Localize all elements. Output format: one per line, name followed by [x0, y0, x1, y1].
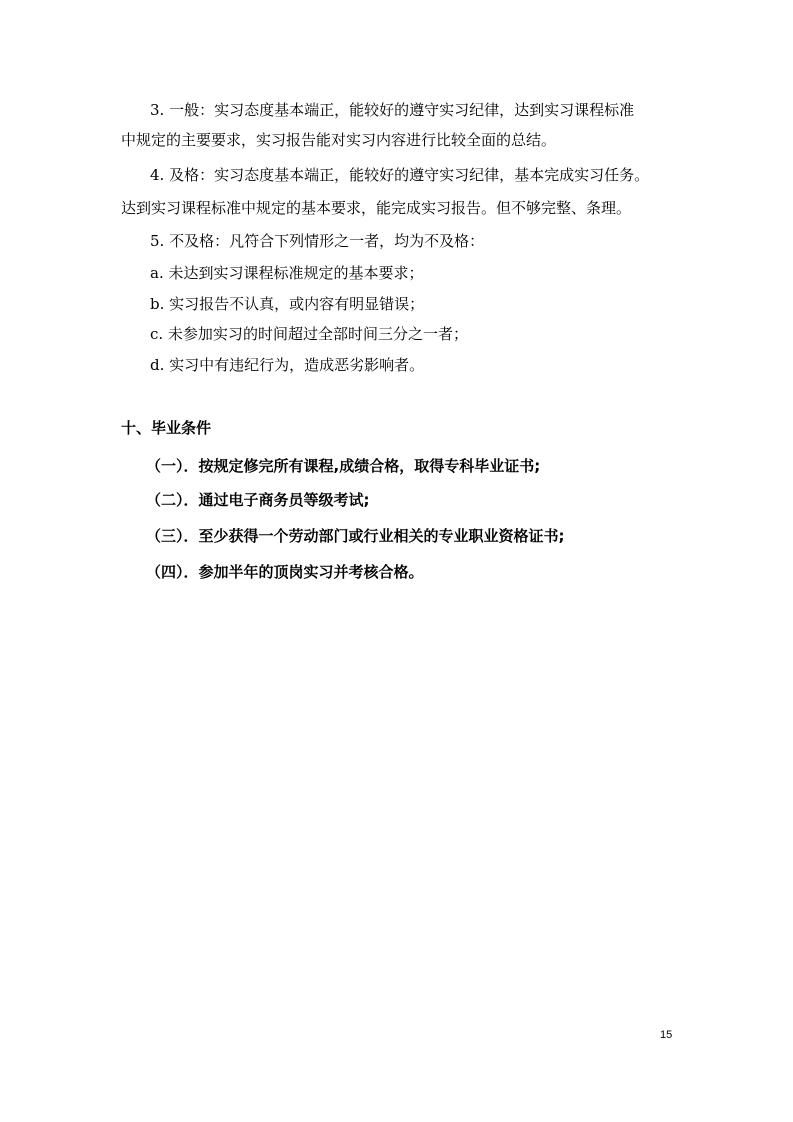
graduation-condition-4: （四）．参加半年的顶岗实习并考核合格。	[146, 563, 424, 581]
grading-item-4-line-2: 达到实习课程标准中规定的基本要求，能完成实习报告。但不够完整、条理。	[121, 199, 632, 217]
page-number: 15	[660, 1029, 673, 1041]
graduation-condition-2: （二）．通过电子商务员等级考试;	[146, 491, 370, 509]
graduation-heading: 十、毕业条件	[121, 419, 212, 437]
grading-item-5: 5. 不及格：凡符合下列情形之一者，均为不及格：	[150, 232, 485, 250]
grading-sub-item-c: c. 未参加实习的时间超过全部时间三分之一者；	[150, 325, 468, 343]
grading-item-4-line-1: 4. 及格：实习态度基本端正，能较好的遵守实习纪律，基本完成实习任务。	[150, 166, 650, 184]
graduation-condition-1: （一）．按规定修完所有课程,成绩合格，取得专科毕业证书;	[146, 457, 541, 475]
grading-sub-item-b: b. 实习报告不认真，或内容有明显错误；	[150, 295, 425, 313]
grading-sub-item-a: a. 未达到实习课程标准规定的基本要求；	[150, 264, 424, 282]
graduation-condition-3: （三）．至少获得一个劳动部门或行业相关的专业职业资格证书;	[146, 527, 565, 545]
grading-item-3-line-1: 3. 一般：实习态度基本端正，能较好的遵守实习纪律，达到实习课程标准	[150, 101, 635, 119]
grading-item-3-line-2: 中规定的主要要求，实习报告能对实习内容进行比较全面的总结。	[121, 131, 557, 149]
grading-sub-item-d: d. 实习中有违纪行为，造成恶劣影响者。	[150, 356, 425, 374]
